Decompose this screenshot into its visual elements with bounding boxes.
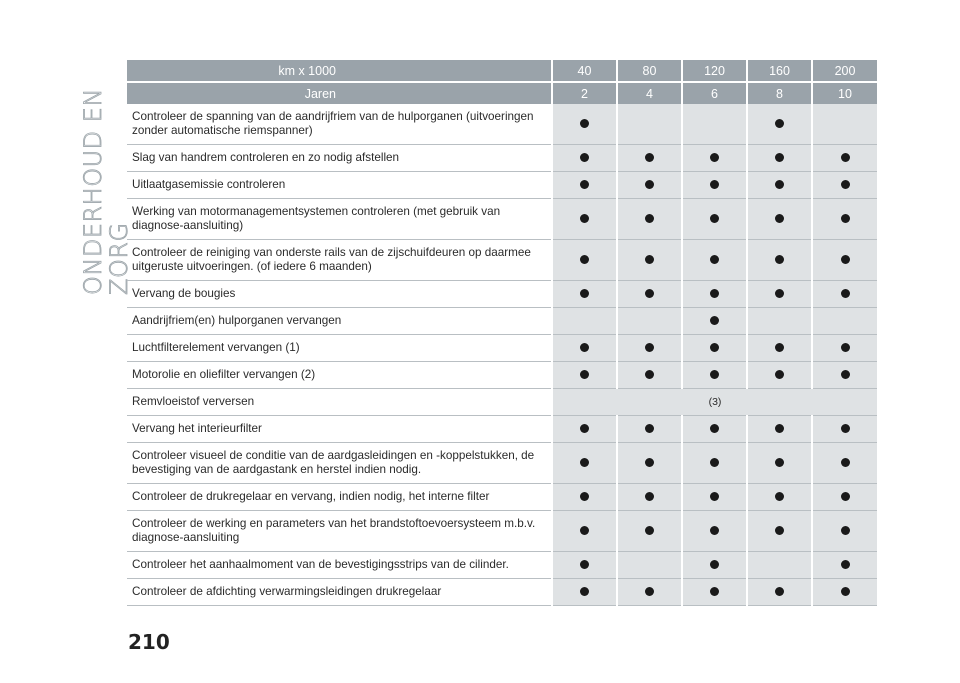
interval-cell xyxy=(812,579,877,606)
interval-cell xyxy=(552,443,617,484)
check-dot-icon xyxy=(841,587,850,596)
interval-cell xyxy=(682,362,747,389)
interval-cell xyxy=(682,335,747,362)
interval-cell xyxy=(552,308,617,335)
interval-cell xyxy=(617,552,682,579)
check-dot-icon xyxy=(645,214,654,223)
interval-cell xyxy=(747,240,812,281)
interval-cell xyxy=(552,335,617,362)
task-description: Werking van motormanagementsystemen controleren (met gebruik van diagnose-aansluiting) xyxy=(127,199,552,240)
interval-cell xyxy=(682,511,747,552)
check-dot-icon xyxy=(580,343,589,352)
interval-cell xyxy=(747,199,812,240)
check-dot-icon xyxy=(580,587,589,596)
interval-cell xyxy=(812,552,877,579)
interval-cell xyxy=(682,199,747,240)
year-2: 2 xyxy=(552,82,617,104)
check-dot-icon xyxy=(710,424,719,433)
interval-cell xyxy=(617,104,682,145)
task-description: Controleer de werking en parameters van het brandstoftoevoersysteem m.b.v. diagnose-aansluiting xyxy=(127,511,552,552)
interval-cell xyxy=(812,145,877,172)
check-dot-icon xyxy=(775,153,784,162)
schedule-row xyxy=(127,552,877,579)
check-dot-icon xyxy=(710,370,719,379)
check-dot-icon xyxy=(841,526,850,535)
check-dot-icon xyxy=(710,289,719,298)
interval-cell xyxy=(682,579,747,606)
schedule-row xyxy=(127,484,877,511)
check-dot-icon xyxy=(841,424,850,433)
interval-cell xyxy=(552,240,617,281)
interval-cell xyxy=(617,240,682,281)
task-description: Motorolie en oliefilter vervangen (2) xyxy=(127,362,552,389)
interval-cell xyxy=(812,308,877,335)
interval-cell xyxy=(747,145,812,172)
check-dot-icon xyxy=(580,424,589,433)
schedule-row xyxy=(127,362,877,389)
interval-cell xyxy=(682,240,747,281)
schedule-row xyxy=(127,579,877,606)
check-dot-icon xyxy=(841,153,850,162)
task-description: Vervang de bougies xyxy=(127,281,552,308)
check-dot-icon xyxy=(580,153,589,162)
check-dot-icon xyxy=(580,214,589,223)
interval-cell xyxy=(682,281,747,308)
check-dot-icon xyxy=(645,424,654,433)
check-dot-icon xyxy=(841,370,850,379)
schedule-row xyxy=(127,389,877,416)
interval-cell xyxy=(682,416,747,443)
check-dot-icon xyxy=(645,153,654,162)
schedule-row xyxy=(127,308,877,335)
check-dot-icon xyxy=(775,255,784,264)
check-dot-icon xyxy=(645,180,654,189)
task-description: Controleer de reiniging van onderste rails van de zijschuifdeuren op daarmee uitgeruste uitvoeringen. (of iedere 6 maanden) xyxy=(127,240,552,281)
km-120: 120 xyxy=(682,60,747,82)
year-8: 8 xyxy=(747,82,812,104)
task-description: Controleer de afdichting verwarmingsleidingen drukregelaar xyxy=(127,579,552,606)
interval-cell xyxy=(617,362,682,389)
check-dot-icon xyxy=(645,492,654,501)
maintenance-schedule-table xyxy=(127,60,877,606)
interval-cell xyxy=(552,362,617,389)
interval-cell xyxy=(682,443,747,484)
check-dot-icon xyxy=(710,316,719,325)
check-dot-icon xyxy=(841,343,850,352)
check-dot-icon xyxy=(580,458,589,467)
check-dot-icon xyxy=(841,255,850,264)
interval-cell xyxy=(682,552,747,579)
interval-cell xyxy=(552,281,617,308)
schedule-row xyxy=(127,145,877,172)
check-dot-icon xyxy=(580,119,589,128)
interval-cell xyxy=(617,416,682,443)
interval-cell xyxy=(552,484,617,511)
check-dot-icon xyxy=(841,214,850,223)
interval-cell xyxy=(747,281,812,308)
interval-cell xyxy=(812,199,877,240)
interval-cell xyxy=(617,511,682,552)
check-dot-icon xyxy=(580,255,589,264)
check-dot-icon xyxy=(645,343,654,352)
check-dot-icon xyxy=(710,587,719,596)
check-dot-icon xyxy=(775,214,784,223)
interval-cell xyxy=(812,172,877,199)
check-dot-icon xyxy=(645,255,654,264)
task-description: Remvloeistof verversen xyxy=(127,389,552,416)
year-4: 4 xyxy=(617,82,682,104)
task-description: Uitlaatgasemissie controleren xyxy=(127,172,552,199)
year-6: 6 xyxy=(682,82,747,104)
check-dot-icon xyxy=(775,289,784,298)
task-description: Aandrijfriem(en) hulporganen vervangen xyxy=(127,308,552,335)
check-dot-icon xyxy=(645,289,654,298)
check-dot-icon xyxy=(645,587,654,596)
interval-cell xyxy=(812,240,877,281)
task-description: Slag van handrem controleren en zo nodig afstellen xyxy=(127,145,552,172)
interval-cell xyxy=(617,484,682,511)
check-dot-icon xyxy=(841,289,850,298)
interval-cell xyxy=(617,308,682,335)
check-dot-icon xyxy=(775,587,784,596)
interval-cell xyxy=(747,104,812,145)
check-dot-icon xyxy=(580,492,589,501)
check-dot-icon xyxy=(841,180,850,189)
interval-cell xyxy=(617,145,682,172)
km-header-row xyxy=(127,60,877,82)
check-dot-icon xyxy=(775,424,784,433)
schedule-row xyxy=(127,281,877,308)
schedule-row xyxy=(127,443,877,484)
interval-cell xyxy=(552,172,617,199)
schedule-row xyxy=(127,199,877,240)
check-dot-icon xyxy=(580,526,589,535)
interval-cell xyxy=(747,416,812,443)
check-dot-icon xyxy=(710,255,719,264)
check-dot-icon xyxy=(580,180,589,189)
interval-cell xyxy=(552,552,617,579)
year-10: 10 xyxy=(812,82,877,104)
check-dot-icon xyxy=(710,526,719,535)
interval-cell xyxy=(747,484,812,511)
interval-cell xyxy=(747,362,812,389)
interval-cell xyxy=(812,443,877,484)
check-dot-icon xyxy=(645,526,654,535)
km-160: 160 xyxy=(747,60,812,82)
task-description: Controleer het aanhaalmoment van de bevestigingsstrips van de cilinder. xyxy=(127,552,552,579)
check-dot-icon xyxy=(775,526,784,535)
interval-cell xyxy=(812,484,877,511)
check-dot-icon xyxy=(775,458,784,467)
check-dot-icon xyxy=(580,289,589,298)
km-80: 80 xyxy=(617,60,682,82)
interval-cell xyxy=(812,416,877,443)
km-header-label: km x 1000 xyxy=(127,60,552,82)
interval-cell xyxy=(552,579,617,606)
task-description: Vervang het interieurfilter xyxy=(127,416,552,443)
task-description: Controleer de spanning van de aandrijfriem van de hulporganen (uitvoeringen zonder automatische riemspanner) xyxy=(127,104,552,145)
interval-cell xyxy=(552,145,617,172)
check-dot-icon xyxy=(710,214,719,223)
years-header-row xyxy=(127,82,877,104)
interval-cell xyxy=(617,281,682,308)
interval-cell xyxy=(747,511,812,552)
interval-cell xyxy=(747,579,812,606)
check-dot-icon xyxy=(710,458,719,467)
interval-cell xyxy=(617,335,682,362)
km-200: 200 xyxy=(812,60,877,82)
check-dot-icon xyxy=(710,492,719,501)
interval-cell xyxy=(682,308,747,335)
interval-cell xyxy=(682,484,747,511)
page-number: 210 xyxy=(128,630,170,654)
schedule-row xyxy=(127,172,877,199)
interval-cell xyxy=(552,104,617,145)
check-dot-icon xyxy=(841,492,850,501)
check-dot-icon xyxy=(841,458,850,467)
check-dot-icon xyxy=(710,560,719,569)
interval-cell xyxy=(747,443,812,484)
check-dot-icon xyxy=(775,370,784,379)
schedule-row xyxy=(127,416,877,443)
interval-cell xyxy=(812,281,877,308)
interval-cell xyxy=(812,335,877,362)
interval-cell xyxy=(552,199,617,240)
check-dot-icon xyxy=(775,180,784,189)
interval-cell xyxy=(747,335,812,362)
check-dot-icon xyxy=(775,119,784,128)
task-description: Controleer visueel de conditie van de aardgasleidingen en -koppelstukken, de bevestiging van de aardgastank en herstel indien nodig. xyxy=(127,443,552,484)
interval-cell xyxy=(617,199,682,240)
interval-cell xyxy=(682,172,747,199)
km-40: 40 xyxy=(552,60,617,82)
interval-cell xyxy=(617,172,682,199)
check-dot-icon xyxy=(710,180,719,189)
check-dot-icon xyxy=(580,370,589,379)
interval-cell xyxy=(617,579,682,606)
schedule-body xyxy=(127,104,877,606)
schedule-row xyxy=(127,240,877,281)
interval-cell xyxy=(747,308,812,335)
interval-cell xyxy=(682,104,747,145)
interval-cell xyxy=(812,362,877,389)
interval-cell xyxy=(682,145,747,172)
check-dot-icon xyxy=(710,153,719,162)
interval-cell xyxy=(552,511,617,552)
check-dot-icon xyxy=(775,492,784,501)
interval-cell xyxy=(747,552,812,579)
task-description: Controleer de drukregelaar en vervang, indien nodig, het interne filter xyxy=(127,484,552,511)
years-header-label: Jaren xyxy=(127,82,552,104)
interval-cell xyxy=(747,172,812,199)
check-dot-icon xyxy=(645,370,654,379)
schedule-row xyxy=(127,104,877,145)
schedule-row xyxy=(127,335,877,362)
task-description: Luchtfilterelement vervangen (1) xyxy=(127,335,552,362)
interval-note: (3) xyxy=(552,389,877,416)
check-dot-icon xyxy=(841,560,850,569)
check-dot-icon xyxy=(710,343,719,352)
interval-cell xyxy=(812,104,877,145)
interval-cell xyxy=(552,416,617,443)
schedule-row xyxy=(127,511,877,552)
check-dot-icon xyxy=(580,560,589,569)
section-title: ONDERHOUD EN ZORG xyxy=(79,88,133,295)
check-dot-icon xyxy=(645,458,654,467)
check-dot-icon xyxy=(775,343,784,352)
interval-cell xyxy=(617,443,682,484)
interval-cell xyxy=(812,511,877,552)
